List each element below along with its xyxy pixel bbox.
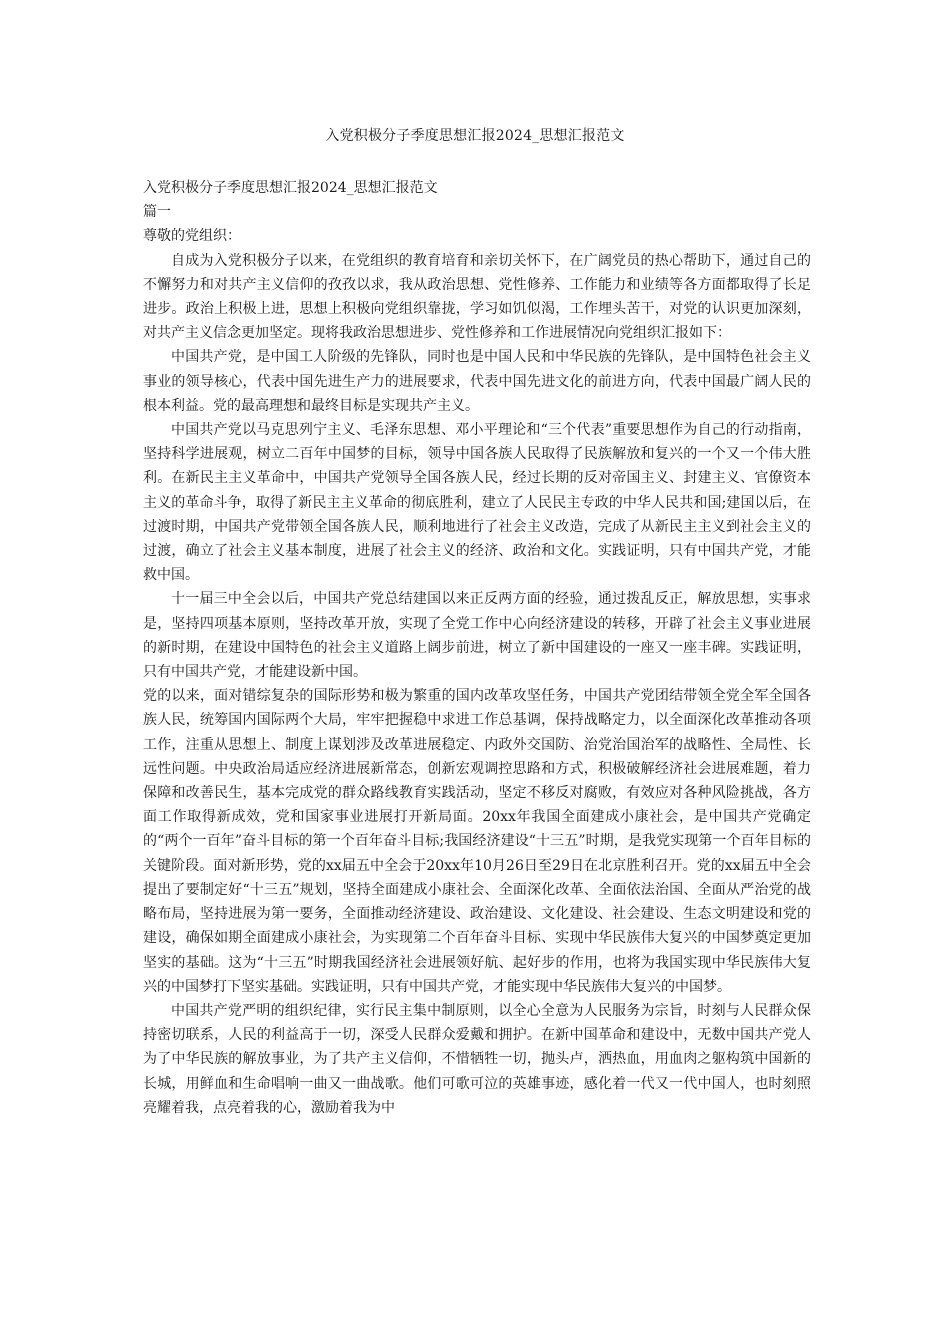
document-title: 入党积极分子季度思想汇报2024_思想汇报范文 <box>325 128 625 144</box>
paragraph-2: 中国共产党，是中国工人阶级的先锋队，同时也是中国人民和中华民族的先锋队，是中国特色社会主义事业的领导核心，代表中国先进生产力的进展要求，代表中国先进文化的前进方向，代表中国最广阔人民的根本利益。党的最高理想和最终目标是实现共产主义。 <box>143 349 811 414</box>
document-body <box>143 176 811 1120</box>
section-label: 篇一 <box>143 204 171 221</box>
paragraph-4: 十一届三中全会以后，中国共产党总结建国以来正反两方面的经验，通过拨乱反正，解放思想，实事求是，坚持四项基本原则，坚持改革开放，实现了全党工作中心向经济建设的转移，开辟了社会主义事业进展的新时期，在建设中国特色的社会主义道路上阔步前进，树立了新中国建设的一座又一座丰碑。实践证明，只有中国共产党，才能建设新中国。 <box>143 591 811 681</box>
paragraph-6: 中国共产党严明的组织纪律，实行民主集中制原则，以全心全意为人民服务为宗旨，时刻与人民群众保持密切联系，人民的利益高于一切，深受人民群众爱戴和拥护。在新中国革命和建设中，无数中国共产党人为了中华民族的解放事业，为了共产主义信仰，不惜牺牲一切，抛头卢，洒热血，用血肉之躯构筑中国新的长城，用鲜血和生命唱响一曲又一曲战歌。他们可歌可泣的英雄事迹，感化着一代又一代中国人，也时刻照亮耀着我，点亮着我的心，激励着我为中 <box>143 1002 811 1116</box>
paragraph-1: 自成为入党积极分子以来，在党组织的教育培育和亲切关怀下，在广阔党员的热心帮助下，通过自己的不懈努力和对共产主义信仰的孜孜以求，我从政治思想、党性修养、工作能力和业绩等各方面都取得了长足进步。政治上积极上进，思想上积极向党组织靠拢，学习如饥似渴，工作埋头苦干，对党的认识更加深刻，对共产主义信念更加坚定。现将我政治思想进步、党性修养和工作进展情况向党组织汇报如下： <box>143 252 811 342</box>
paragraph-3: 中国共产党以马克思列宁主义、毛泽东思想、邓小平理论和“三个代表”重要思想作为自己的行动指南，坚持科学进展观，树立二百年中国梦的目标，领导中国各族人民取得了民族解放和复兴的一个又一个伟大胜利。在新民主主义革命中，中国共产党领导全国各族人民，经过长期的反对帝国主义、封建主义、官僚资本主义的革命斗争，取得了新民主主义革命的彻底胜利，建立了人民民主专政的中华人民共和国;建国以后，在过渡时期，中国共产党带领全国各族人民，顺利地进行了社会主义改造，完成了从新民主主义到社会主义的过渡，确立了社会主义基本制度，进展了社会主义的经济、政治和文化。实践证明，只有中国共产党，才能救中国。 <box>143 422 811 584</box>
document-subtitle: 入党积极分子季度思想汇报2024_思想汇报范文 <box>143 180 438 196</box>
paragraph-5: 党的以来，面对错综复杂的国际形势和极为繁重的国内改革攻坚任务，中国共产党团结带领全党全军全国各族人民，统筹国内国际两个大局，牢牢把握稳中求进工作总基调，保持战略定力，以全面深化改革推动各项工作，注重从思想上、制度上谋划涉及改革进展稳定、内政外交国防、治党治国治军的战略性、全局性、长远性问题。中央政治局适应经济进展新常态，创新宏观调控思路和方式，积极破解经济社会进展难题，着力保障和改善民生，基本完成党的群众路线教育实践活动，坚定不移反对腐败，有效应对各种风险挑战，各方面工作取得新成效，党和国家事业进展打开新局面。20xx年我国全面建成小康社会，是中国共产党确定的“两个一百年”奋斗目标的第一个百年奋斗目标;我国经济建设“十三五”时期，是我党实现第一个百年目标的关键阶段。面对新形势，党的xx届五中全会于20xx年10月26日至29日在北京胜利召开。党的xx届五中全会提出了要制定好“十三五”规划，坚持全面建成小康社会、全面深化改革、全面依法治国、全面从严治党的战略布局，坚持进展为第一要务，全面推动经济建设、政治建设、文化建设、社会建设、生态文明建设和党的建设，确保如期全面建成小康社会，为实现第二个百年奋斗目标、实现中华民族伟大复兴的中国梦奠定更加坚实的基础。这为“十三五”时期我国经济社会进展领好航、起好步的作用，也将为我国实现中华民族伟大复兴的中国梦打下坚实基础。实践证明，只有中国共产党，才能实现中华民族伟大复兴的中国梦。 <box>143 688 811 995</box>
salutation: 尊敬的党组织： <box>143 228 241 245</box>
